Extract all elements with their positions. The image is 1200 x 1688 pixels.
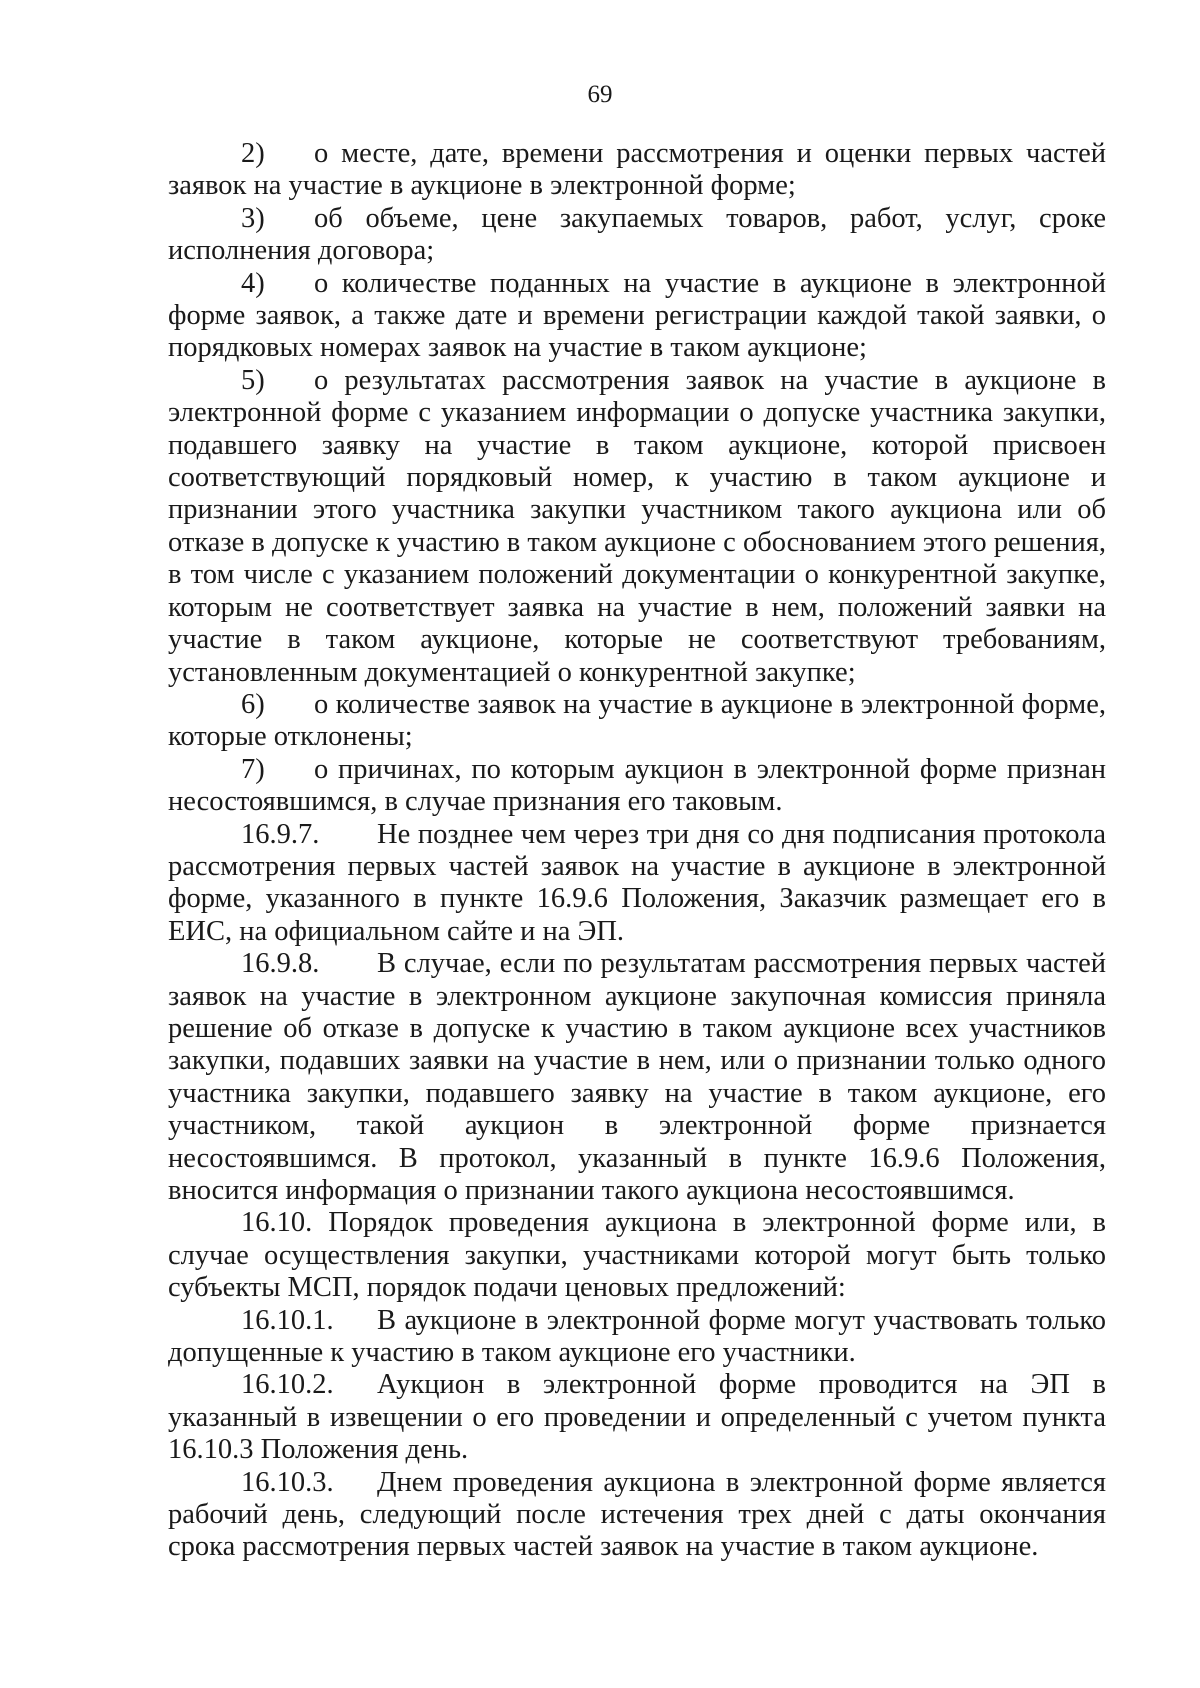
list-item-text: об объеме, цене закупаемых товаров, работ, услуг, сроке исполнения договора; — [168, 202, 1106, 267]
list-item-7 — [168, 754, 1106, 819]
list-item-text: о результатах рассмотрения заявок на участие в аукционе в электронной форме с указанием информации о допуске участника закупки, подавшего заявку на участие в таком аукционе, которой присвоен соответствующий порядковый номер, к участию в таком аукционе и признании этого участника закупки участником такого аукциона или об отказе в допуске к участию в таком аукционе с обоснованием этого решения, в том числе с указанием положений документации о конкурентной закупке, которым не соответствует заявка на участие в нем, положений заявки на участие в таком аукционе, которые не соответствуют требованиям, установленным документацией о конкурентной закупке; — [168, 364, 1107, 688]
clause-16-10-1 — [168, 1305, 1106, 1370]
list-item-text: о месте, дате, времени рассмотрения и оценки первых частей заявок на участие в аукционе в электронной форме; — [168, 138, 1106, 202]
clause-text: Аукцион в электронной форме проводится на ЭП в указанный в извещении о его проведении и определенный с учетом пункта 16.10.3 Положения день. — [168, 1369, 1106, 1466]
clause-number: 16.10.2. — [241, 1369, 334, 1401]
clause-number: 16.10.1. — [241, 1304, 334, 1336]
list-item-text: о количестве поданных на участие в аукционе в электронной форме заявок, а также дате и времени регистрации каждой такой заявки, о порядковых номерах заявок на участие в таком аукционе; — [168, 267, 1106, 364]
list-item-marker: 7) — [241, 753, 265, 785]
clause-text: Днем проведения аукциона в электронной форме является рабочий день, следующий после истечения трех дней с даты окончания срока рассмотрения первых частей заявок на участие в таком аукционе. — [168, 1466, 1106, 1563]
clause-16-9-7 — [168, 819, 1106, 949]
clause-16-10-2 — [168, 1369, 1106, 1466]
list-item-3 — [168, 203, 1106, 268]
list-item-marker: 2) — [241, 138, 265, 169]
list-item-marker: 3) — [241, 202, 265, 234]
list-item-text: о количестве заявок на участие в аукционе в электронной форме, которые отклонены; — [168, 688, 1106, 753]
list-item-6 — [168, 689, 1106, 754]
clause-number: 16.9.7. — [241, 818, 320, 850]
clause-text: 16.10. Порядок проведения аукциона в электронной форме или, в случае осуществления закупки, участниками которой могут быть только субъекты МСП, порядок подачи ценовых предложений: — [168, 1207, 1106, 1304]
list-item-text: о причинах, по которым аукцион в электронной форме признан несостоявшимся, в случае признания его таковым. — [168, 753, 1106, 818]
document-body — [168, 138, 1106, 1564]
clause-number: 16.9.8. — [241, 948, 320, 980]
list-item-4 — [168, 268, 1106, 365]
list-item-marker: 5) — [241, 364, 265, 396]
clause-16-9-8 — [168, 948, 1106, 1207]
clause-text: В случае, если по результатам рассмотрения первых частей заявок на участие в электронном аукционе закупочная комиссия приняла решение об отказе в допуске к участию в таком аукционе всех участников закупки, подавших заявки на участие в нем, или о признании только одного участника закупки, подавшего заявку на участие в таком аукционе, его участником, такой аукцион в электронной форме признается несостоявшимся. В протокол, указанный в пункте 16.9.6 Положения, вносится информация о признании такого аукциона несостоявшимся. — [168, 948, 1106, 1206]
list-item-marker: 4) — [241, 267, 265, 299]
clause-16-10-3 — [168, 1467, 1106, 1564]
clause-text: Не позднее чем через три дня со дня подписания протокола рассмотрения первых частей заявок на участие в аукционе в электронной форме, указанного в пункте 16.9.6 Положения, Заказчик размещает его в ЕИС, на официальном сайте и на ЭП. — [168, 818, 1106, 947]
list-item-marker: 6) — [241, 688, 265, 720]
list-item-2 — [168, 138, 1106, 203]
clause-number: 16.10.3. — [241, 1466, 334, 1498]
clause-16-10 — [168, 1207, 1106, 1304]
page-number: 69 — [587, 81, 613, 108]
clause-text: В аукционе в электронной форме могут участвовать только допущенные к участию в таком аукционе его участники. — [168, 1304, 1106, 1369]
list-item-5 — [168, 365, 1106, 689]
